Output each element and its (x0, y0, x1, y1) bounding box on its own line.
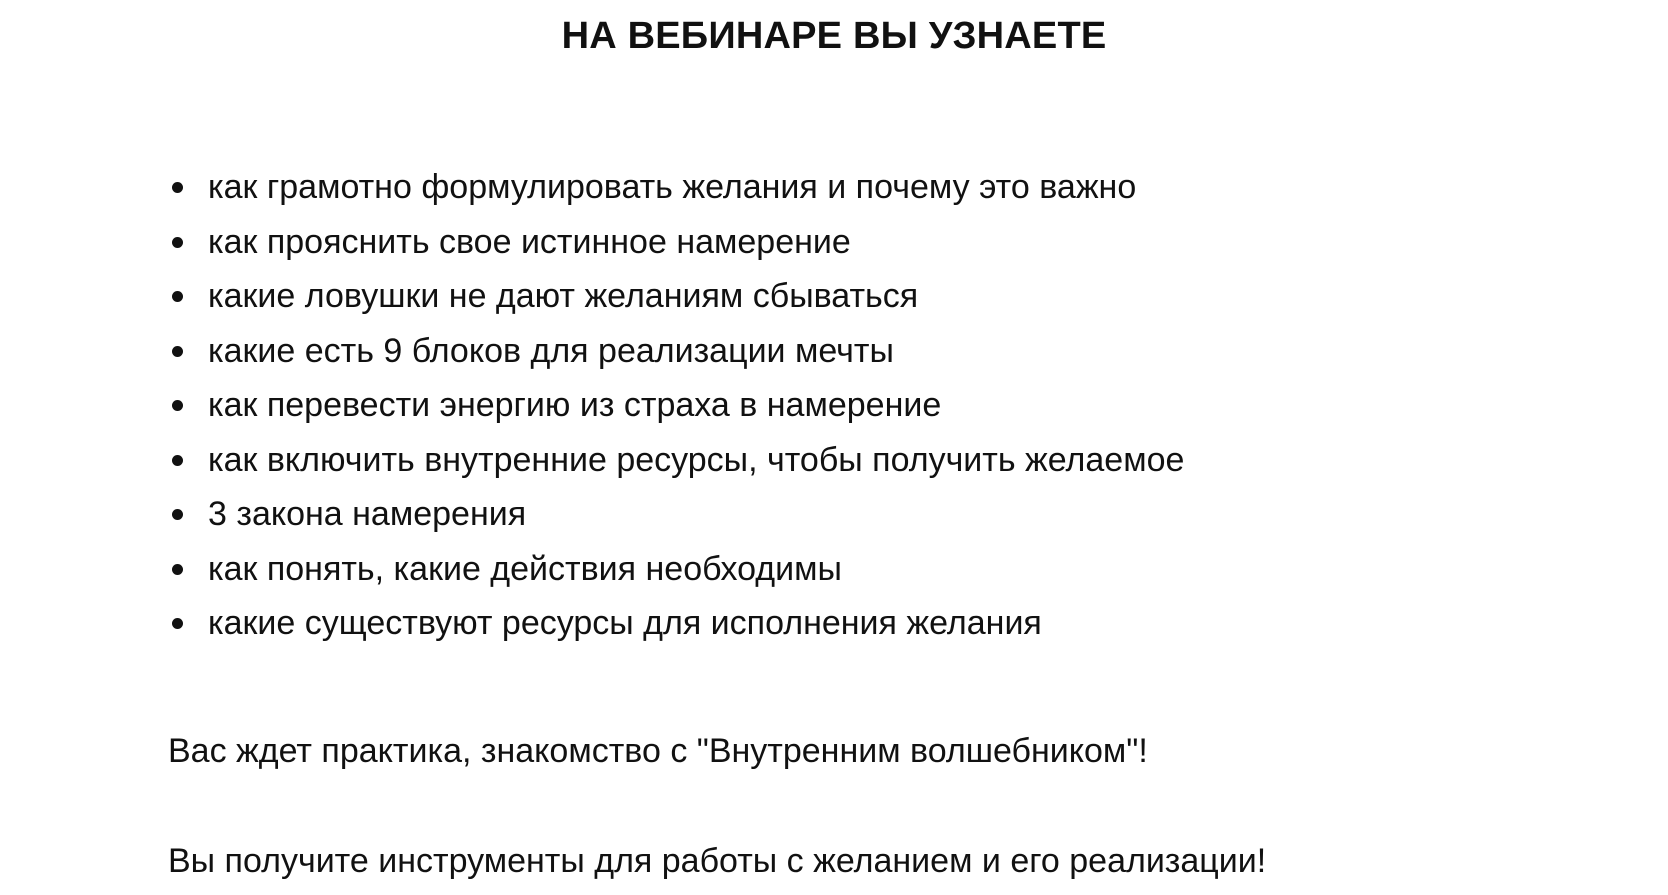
list-item (168, 269, 1184, 324)
bullet-dot-icon (172, 400, 183, 411)
practice-paragraph: Вас ждет практика, знакомство с "Внутренним волшебником"! (168, 732, 1148, 770)
list-item (168, 324, 1184, 379)
tools-paragraph: Вы получите инструменты для работы с желанием и его реализации! (168, 842, 1267, 880)
list-item-text: как включить внутренние ресурсы, чтобы получить желаемое (208, 440, 1185, 479)
list-item-text: как прояснить свое истинное намерение (208, 222, 851, 261)
bullet-dot-icon (172, 564, 183, 575)
bullet-dot-icon (172, 291, 183, 302)
bullet-dot-icon (172, 182, 183, 193)
page-title: НА ВЕБИНАРЕ ВЫ УЗНАЕТЕ (561, 15, 1107, 57)
list-item-text: какие существуют ресурсы для исполнения желания (208, 604, 1042, 642)
bullet-dot-icon (172, 237, 183, 248)
list-item (168, 542, 1184, 597)
list-item (168, 160, 1184, 215)
list-item-text: какие есть 9 блоков для реализации мечты (208, 331, 894, 370)
list-item (168, 433, 1184, 488)
list-item (168, 596, 1184, 651)
bullet-dot-icon (172, 509, 183, 520)
list-item-text: какие ловушки не дают желаниям сбываться (208, 277, 919, 315)
list-item (168, 487, 1184, 542)
bullet-dot-icon (172, 346, 183, 357)
list-item-text: как понять, какие действия необходимы (208, 549, 842, 588)
list-item-text: 3 закона намерения (208, 495, 527, 533)
list-item (168, 215, 1184, 270)
benefit-list (168, 160, 1184, 651)
list-item (168, 378, 1184, 433)
bullet-dot-icon (172, 618, 183, 629)
list-item-text: как перевести энергию из страха в намерение (208, 386, 942, 424)
list-item-text: как грамотно формулировать желания и почему это важно (208, 168, 1137, 206)
bullet-dot-icon (172, 455, 183, 466)
